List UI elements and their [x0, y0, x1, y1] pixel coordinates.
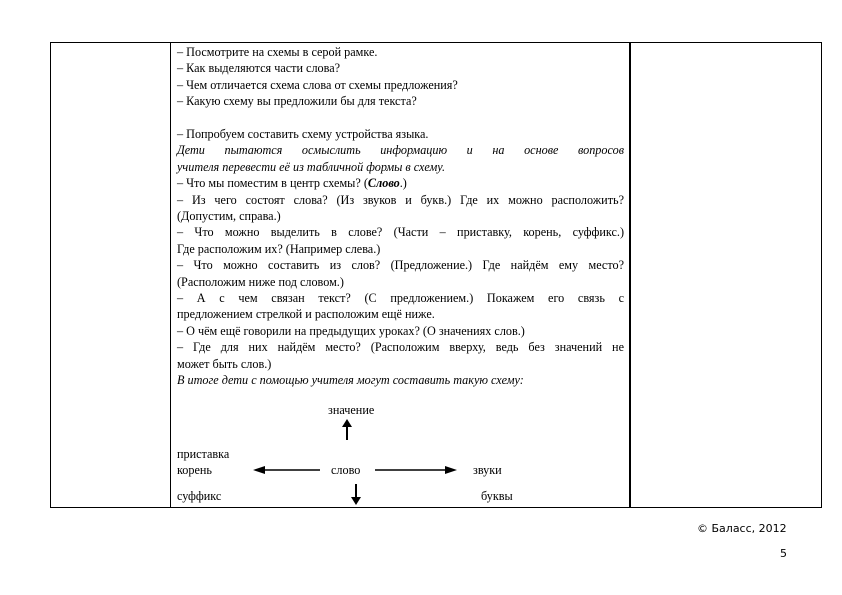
scheme-label-top: значение: [328, 403, 375, 417]
lesson-table: [50, 42, 822, 508]
bold-word: Слово: [367, 176, 400, 191]
scheme-label-left-1: приставка: [177, 447, 230, 461]
language-scheme: [171, 43, 631, 509]
text-line: – Какую схему вы предложили бы для текста?: [177, 94, 417, 109]
italic-line: В итоге дети с помощью учителя могут составить такую схему:: [177, 373, 524, 388]
table-column-content: [171, 43, 631, 507]
text-line: (Расположим ниже под словом.): [177, 274, 344, 289]
text-line: – О чём ещё говорили на предыдущих уроках? (О значениях слов.): [177, 323, 525, 338]
copyright: © Баласс, 2012: [697, 522, 787, 535]
arrow-left-icon: [253, 464, 321, 476]
italic-line: Дети пытаются осмыслить информацию и на основе вопросов: [177, 143, 624, 158]
text-line: – Что можно составить из слов? (Предложение.) Где найдём ему место?: [177, 258, 624, 273]
table-column-left: [51, 43, 171, 507]
text-line: – Посмотрите на схемы в серой рамке.: [177, 45, 378, 59]
table-column-right: [631, 43, 821, 507]
page-number: 5: [780, 547, 787, 560]
arrow-down-icon: [350, 483, 362, 505]
text-line: может быть слов.): [177, 356, 272, 371]
text-line: – Попробуем составить схему устройства языка.: [177, 127, 429, 142]
arrow-right-icon: [375, 464, 457, 476]
text-line: – Где для них найдём место? (Расположим вверху, ведь без значений не: [177, 340, 624, 355]
scheme-label-center: слово: [331, 463, 361, 477]
text-line: – Чем отличается схема слова от схемы предложения?: [177, 77, 458, 92]
scheme-label-right-1: звуки: [473, 463, 502, 477]
text-line: – А с чем связан текст? (С предложением.) Покажем его связь с: [177, 291, 624, 306]
text-line: – Из чего состоят слова? (Из звуков и букв.) Где их можно расположить?: [177, 192, 624, 207]
arrow-up-icon: [341, 419, 353, 441]
scheme-label-right-2: буквы: [481, 489, 513, 503]
text-segment: .): [399, 176, 407, 191]
scheme-label-left-3: суффикс: [177, 489, 222, 503]
text-line: Где расположим их? (Например слева.): [177, 241, 381, 256]
text-line: – Что можно выделить в слове? (Части – приставку, корень, суффикс.): [177, 225, 624, 240]
italic-line: учителя перевести её из табличной формы в схему.: [177, 159, 445, 174]
text-line: предложением стрелкой и расположим ещё ниже.: [177, 307, 435, 322]
text-line: (Допустим, справа.): [177, 209, 281, 224]
text-segment: – Что мы поместим в центр схемы? (: [177, 176, 368, 191]
scheme-label-left-2: корень: [177, 463, 212, 477]
text-line: – Как выделяются части слова?: [177, 61, 341, 76]
